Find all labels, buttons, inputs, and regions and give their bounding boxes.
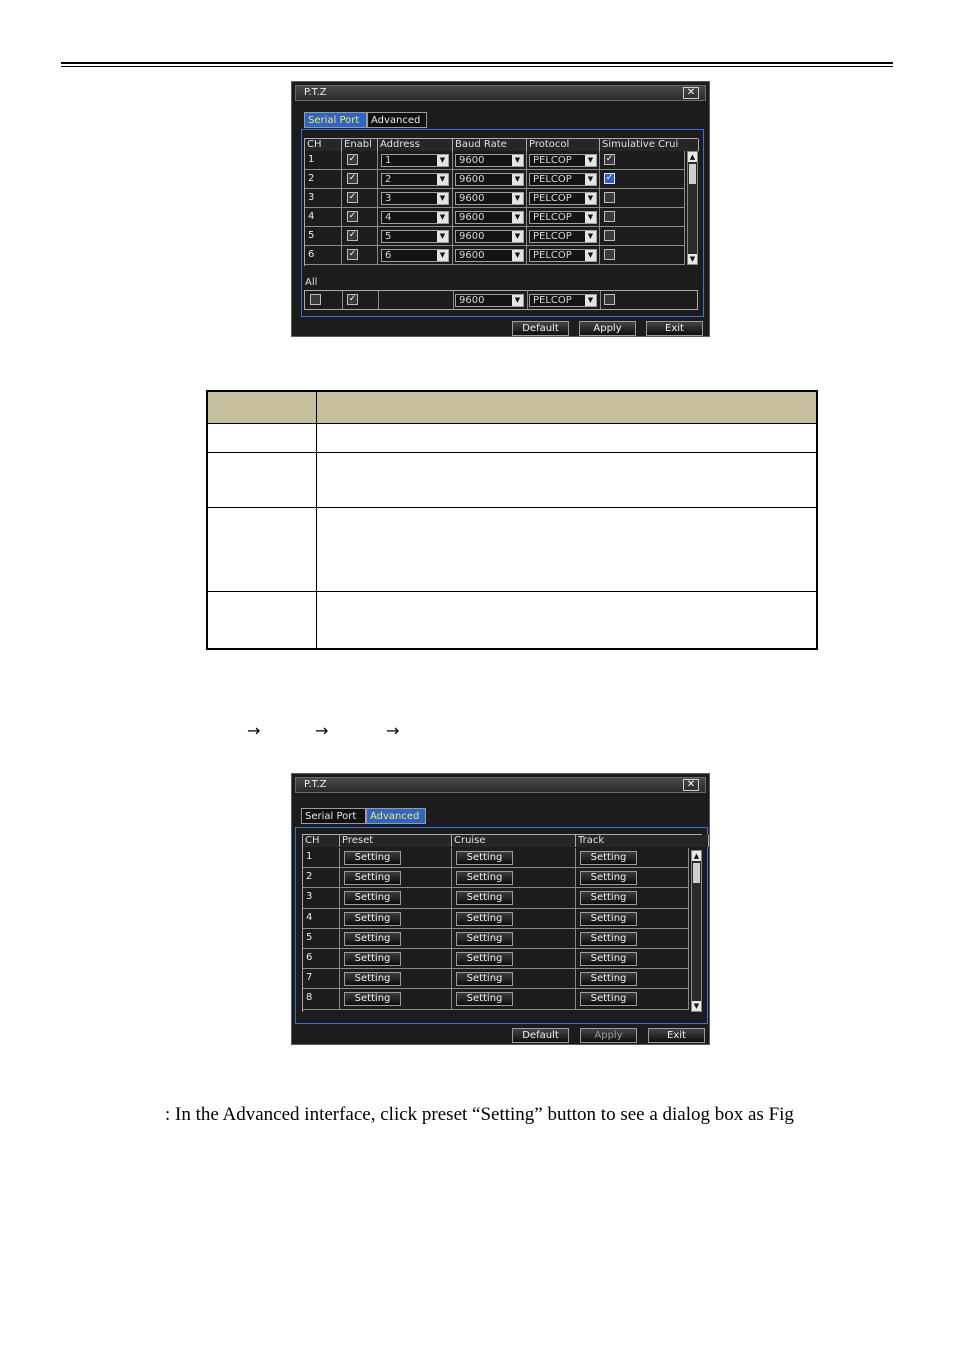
address-select-value: 3 (385, 193, 392, 204)
address-select[interactable] (381, 249, 449, 262)
all-select-checkbox[interactable] (310, 294, 321, 305)
close-icon[interactable]: ✕ (683, 87, 699, 99)
baud-rate-select-value: 9600 (459, 174, 485, 185)
all-label: All (305, 277, 318, 288)
scroll-down-icon[interactable]: ▼ (689, 255, 696, 263)
simulative-cruise-checkbox[interactable]: ✓ (605, 154, 614, 164)
all-protocol-select[interactable] (529, 294, 597, 307)
address-select[interactable] (381, 173, 449, 186)
channel-number: 2 (308, 173, 315, 184)
table-row (303, 969, 689, 989)
dialog-title: P.T.Z (304, 87, 327, 98)
all-row (304, 290, 698, 310)
serial-port-panel (301, 129, 704, 317)
channel-number: 4 (308, 211, 315, 222)
chevron-down-icon: ▼ (437, 212, 448, 223)
address-select[interactable] (381, 211, 449, 224)
scroll-thumb[interactable] (693, 863, 700, 883)
column-header: Preset (340, 835, 452, 847)
protocol-select-value: PELCOP (533, 174, 572, 185)
header-rule-thin (61, 66, 893, 67)
track-setting-button[interactable]: Setting (580, 871, 637, 885)
channel-number: 8 (306, 992, 313, 1004)
baud-rate-select[interactable] (455, 249, 524, 262)
table-row (305, 151, 685, 170)
chevron-down-icon: ▼ (585, 250, 596, 261)
baud-rate-select-value: 9600 (459, 250, 485, 261)
chevron-down-icon: ▼ (512, 212, 523, 223)
table-row (305, 246, 685, 265)
chevron-down-icon: ▼ (585, 193, 596, 204)
column-header: Track (576, 835, 709, 847)
arrow-icon: → (247, 721, 261, 740)
all-simulative-cruise-checkbox[interactable] (604, 294, 615, 305)
address-select-value: 4 (385, 212, 392, 223)
preset-setting-button[interactable]: Setting (344, 871, 401, 885)
channel-number: 5 (306, 931, 313, 943)
track-setting-button[interactable]: Setting (580, 912, 637, 926)
column-header: Cruise (452, 835, 576, 847)
chevron-down-icon: ▼ (585, 231, 596, 242)
column-divider (527, 291, 528, 309)
advanced-panel (295, 827, 708, 1024)
tab-advanced[interactable]: Advanced (366, 808, 426, 824)
baud-rate-select[interactable] (455, 211, 524, 224)
protocol-select-value: PELCOP (533, 193, 572, 204)
table-row-divider (208, 591, 816, 592)
baud-rate-select-value: 9600 (459, 212, 485, 223)
preset-setting-button[interactable]: Setting (344, 992, 401, 1006)
track-setting-button[interactable]: Setting (580, 891, 637, 905)
preset-setting-button[interactable]: Setting (344, 851, 401, 865)
column-header: Baud Rate (453, 139, 527, 151)
scroll-up-icon[interactable]: ▲ (689, 153, 696, 161)
apply-button[interactable]: Apply (580, 1028, 637, 1043)
table-row (305, 170, 685, 189)
protocol-select-value: PELCOP (533, 155, 572, 166)
preset-setting-button[interactable]: Setting (344, 972, 401, 986)
address-select[interactable] (381, 192, 449, 205)
cruise-setting-button[interactable]: Setting (456, 851, 513, 865)
header-rule-thick (61, 62, 893, 64)
cruise-setting-button[interactable]: Setting (456, 871, 513, 885)
address-select-value: 6 (385, 250, 392, 261)
protocol-select[interactable] (529, 249, 597, 262)
track-setting-button[interactable]: Setting (580, 932, 637, 946)
preset-setting-button[interactable]: Setting (344, 952, 401, 966)
address-select[interactable] (381, 154, 449, 167)
body-paragraph: : In the Advanced interface, click preset “Setting” button to see a dialog box as Fig (165, 1104, 794, 1125)
channel-number: 4 (306, 911, 313, 923)
channel-table (302, 834, 702, 1012)
dialog-title: P.T.Z (304, 779, 327, 790)
channel-number: 1 (308, 154, 315, 165)
simulative-cruise-checkbox[interactable]: ✓ (605, 173, 614, 183)
chevron-down-icon: ▼ (512, 250, 523, 261)
channel-number: 1 (306, 851, 313, 862)
table-row (303, 989, 689, 1009)
chevron-down-icon: ▼ (437, 155, 448, 166)
all-baud-rate-select-value: 9600 (459, 295, 485, 306)
all-enable-checkbox[interactable]: ✓ (348, 294, 357, 304)
table-row (305, 189, 685, 208)
simulative-cruise-checkbox[interactable] (604, 211, 615, 222)
protocol-select-value: PELCOP (533, 231, 572, 242)
column-divider (342, 291, 343, 309)
chevron-down-icon: ▼ (512, 155, 523, 166)
cruise-setting-button[interactable]: Setting (456, 932, 513, 946)
chevron-down-icon: ▼ (437, 231, 448, 242)
protocol-select[interactable] (529, 173, 597, 186)
arrow-icon: → (315, 721, 329, 740)
protocol-select-value: PELCOP (533, 212, 572, 223)
baud-rate-select-value: 9600 (459, 155, 485, 166)
channel-number: 2 (306, 871, 313, 883)
enable-checkbox[interactable]: ✓ (348, 249, 357, 259)
arrow-icon: → (386, 721, 400, 740)
track-setting-button[interactable]: Setting (580, 992, 637, 1006)
column-header: Address (378, 139, 453, 151)
enable-checkbox[interactable]: ✓ (348, 211, 357, 221)
protocol-select[interactable] (529, 211, 597, 224)
baud-rate-select[interactable] (455, 230, 524, 243)
table-row (303, 909, 689, 929)
tab-bar (304, 112, 604, 128)
simulative-cruise-checkbox[interactable] (604, 230, 615, 241)
tab-serial-port[interactable]: Serial Port (304, 112, 367, 128)
channel-table (304, 138, 698, 266)
chevron-down-icon: ▼ (585, 212, 596, 223)
column-divider (600, 291, 601, 309)
ptz-advanced-dialog (291, 773, 710, 1045)
chevron-down-icon: ▼ (437, 193, 448, 204)
cruise-setting-button[interactable]: Setting (456, 912, 513, 926)
column-header: Simulative Crui (600, 139, 699, 151)
tab-serial-port[interactable]: Serial Port (301, 808, 366, 824)
track-setting-button[interactable]: Setting (580, 851, 637, 865)
cruise-setting-button[interactable]: Setting (456, 992, 513, 1006)
table-row (305, 227, 685, 246)
scrollbar[interactable] (687, 151, 698, 265)
enable-checkbox[interactable]: ✓ (348, 192, 357, 202)
column-divider (453, 291, 454, 309)
protocol-select[interactable] (529, 154, 597, 167)
simulative-cruise-checkbox[interactable] (604, 192, 615, 203)
table-row-divider (208, 507, 816, 508)
cruise-setting-button[interactable]: Setting (456, 972, 513, 986)
cruise-setting-button[interactable]: Setting (456, 952, 513, 966)
dialog-titlebar (295, 85, 706, 101)
close-icon[interactable]: ✕ (683, 779, 699, 791)
column-header: CH (305, 139, 342, 151)
exit-button[interactable]: Exit (648, 1028, 705, 1043)
all-protocol-select-value: PELCOP (533, 295, 572, 306)
preset-setting-button[interactable]: Setting (344, 912, 401, 926)
address-select-value: 1 (385, 155, 392, 166)
apply-button[interactable]: Apply (579, 321, 636, 336)
chevron-down-icon: ▼ (437, 174, 448, 185)
baud-rate-select[interactable] (455, 173, 524, 186)
column-header: Enabl (342, 139, 378, 151)
table-row (303, 868, 689, 888)
description-table (206, 390, 818, 650)
ptz-serial-port-dialog (291, 81, 710, 337)
chevron-down-icon: ▼ (437, 250, 448, 261)
column-header: CH (303, 835, 340, 847)
baud-rate-select[interactable] (455, 192, 524, 205)
default-button[interactable]: Default (512, 321, 569, 336)
scrollbar[interactable] (691, 850, 702, 1012)
enable-checkbox[interactable]: ✓ (348, 154, 357, 164)
preset-setting-button[interactable]: Setting (344, 932, 401, 946)
baud-rate-select-value: 9600 (459, 231, 485, 242)
table-header-row (208, 392, 816, 424)
enable-checkbox[interactable]: ✓ (348, 173, 357, 183)
all-baud-rate-select[interactable] (455, 294, 524, 307)
address-select[interactable] (381, 230, 449, 243)
baud-rate-select-value: 9600 (459, 193, 485, 204)
column-divider (378, 291, 379, 309)
cruise-setting-button[interactable]: Setting (456, 891, 513, 905)
scroll-thumb[interactable] (689, 164, 696, 184)
enable-checkbox[interactable]: ✓ (348, 230, 357, 240)
channel-number: 3 (308, 192, 315, 203)
channel-number: 6 (308, 249, 315, 260)
address-select-value: 2 (385, 174, 392, 185)
chevron-down-icon: ▼ (585, 295, 596, 306)
baud-rate-select[interactable] (455, 154, 524, 167)
protocol-select[interactable] (529, 230, 597, 243)
default-button[interactable]: Default (512, 1028, 569, 1043)
scroll-down-icon[interactable]: ▼ (693, 1002, 700, 1010)
chevron-down-icon: ▼ (585, 174, 596, 185)
table-row (303, 949, 689, 969)
exit-button[interactable]: Exit (646, 321, 703, 336)
chevron-down-icon: ▼ (512, 295, 523, 306)
scroll-up-icon[interactable]: ▲ (693, 852, 700, 860)
address-select-value: 5 (385, 231, 392, 242)
protocol-select[interactable] (529, 192, 597, 205)
chevron-down-icon: ▼ (512, 231, 523, 242)
table-row (303, 848, 689, 868)
protocol-select-value: PELCOP (533, 250, 572, 261)
chevron-down-icon: ▼ (585, 155, 596, 166)
tab-bar (301, 808, 601, 824)
channel-number: 6 (306, 952, 313, 963)
table-row (303, 929, 689, 949)
tab-advanced[interactable]: Advanced (367, 112, 427, 128)
track-setting-button[interactable]: Setting (580, 952, 637, 966)
table-row (303, 888, 689, 908)
dialog-titlebar (295, 777, 706, 793)
table-row (305, 208, 685, 227)
channel-number: 7 (306, 972, 313, 984)
simulative-cruise-checkbox[interactable] (604, 249, 615, 260)
table-column-divider (316, 392, 317, 648)
chevron-down-icon: ▼ (512, 174, 523, 185)
column-header: Protocol (527, 139, 600, 151)
table-row-divider (208, 452, 816, 453)
channel-number: 5 (308, 230, 315, 241)
preset-setting-button[interactable]: Setting (344, 891, 401, 905)
track-setting-button[interactable]: Setting (580, 972, 637, 986)
channel-number: 3 (306, 891, 313, 903)
chevron-down-icon: ▼ (512, 193, 523, 204)
